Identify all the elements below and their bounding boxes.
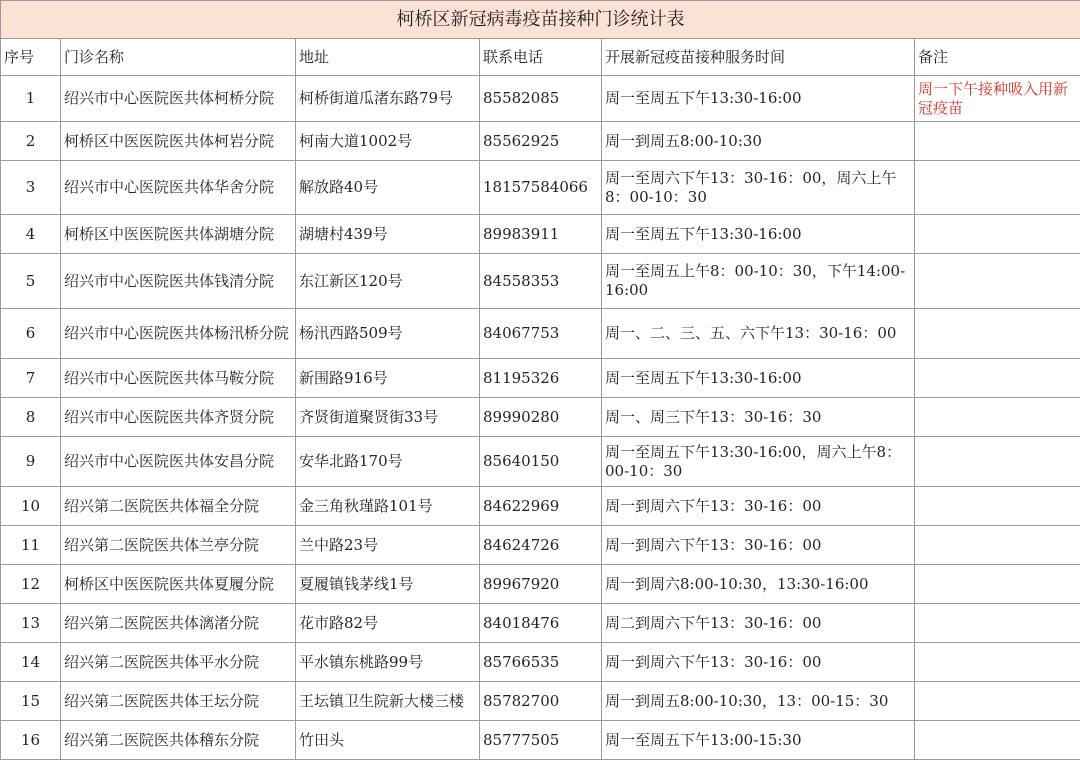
- note-cell: [915, 682, 1080, 721]
- note-cell: [915, 254, 1080, 309]
- table-row: [1, 682, 1080, 721]
- service-hours-cell: 周一至周五下午13:30-16:00: [602, 359, 915, 398]
- note-cell: [915, 526, 1080, 565]
- service-hours-cell: 周一、周三下午13：30-16：30: [602, 398, 915, 437]
- note-cell: [915, 122, 1080, 161]
- service-hours-cell: 周一至周五上午8：00-10：30，下午14:00-16:00: [602, 254, 915, 309]
- address-cell: 东江新区120号: [296, 254, 480, 309]
- table-row: [1, 359, 1080, 398]
- clinic-name-cell: 绍兴市中心医院医共体马鞍分院: [61, 359, 296, 398]
- clinic-name-cell: 绍兴第二医院医共体平水分院: [61, 643, 296, 682]
- phone-cell: 18157584066: [480, 161, 602, 215]
- address-cell: 安华北路170号: [296, 437, 480, 487]
- row-number: 16: [1, 721, 61, 760]
- row-number: 14: [1, 643, 61, 682]
- clinic-name-cell: 柯桥区中医医院医共体柯岩分院: [61, 122, 296, 161]
- table-row: [1, 76, 1080, 122]
- clinic-name-cell: 绍兴第二医院医共体兰亭分院: [61, 526, 296, 565]
- table-row: [1, 309, 1080, 359]
- service-hours-cell: 周一到周六下午13：30-16：00: [602, 643, 915, 682]
- table-row: [1, 565, 1080, 604]
- clinic-name-cell: 绍兴市中心医院医共体华舍分院: [61, 161, 296, 215]
- table-row: [1, 215, 1080, 254]
- clinic-name-cell: 绍兴市中心医院医共体杨汛桥分院: [61, 309, 296, 359]
- clinic-name-cell: 绍兴市中心医院医共体钱清分院: [61, 254, 296, 309]
- table-row: [1, 398, 1080, 437]
- address-cell: 齐贤街道聚贤街33号: [296, 398, 480, 437]
- clinic-name-cell: 绍兴市中心医院医共体安昌分院: [61, 437, 296, 487]
- service-hours-cell: 周一到周六8:00-10:30，13:30-16:00: [602, 565, 915, 604]
- note-cell: 周一下午接种吸入用新冠疫苗: [915, 76, 1080, 122]
- table-row: [1, 161, 1080, 215]
- note-cell: [915, 604, 1080, 643]
- note-cell: [915, 309, 1080, 359]
- row-number: 4: [1, 215, 61, 254]
- table-row: [1, 254, 1080, 309]
- address-cell: 柯桥街道瓜渚东路79号: [296, 76, 480, 122]
- row-number: 1: [1, 76, 61, 122]
- address-cell: 金三角秋瑾路101号: [296, 487, 480, 526]
- table-row: [1, 604, 1080, 643]
- service-hours-cell: 周一、二、三、五、六下午13：30-16：00: [602, 309, 915, 359]
- col-header-service-hours: 开展新冠疫苗接种服务时间: [602, 39, 915, 76]
- phone-cell: 85782700: [480, 682, 602, 721]
- phone-cell: 84558353: [480, 254, 602, 309]
- row-number: 2: [1, 122, 61, 161]
- row-number: 15: [1, 682, 61, 721]
- row-number: 5: [1, 254, 61, 309]
- note-cell: [915, 643, 1080, 682]
- service-hours-cell: 周二到周六下午13：30-16：00: [602, 604, 915, 643]
- phone-cell: 85777505: [480, 721, 602, 760]
- phone-cell: 89983911: [480, 215, 602, 254]
- col-header-address: 地址: [296, 39, 480, 76]
- service-hours-cell: 周一至周五下午13:00-15:30: [602, 721, 915, 760]
- clinic-name-cell: 绍兴第二医院医共体漓渚分院: [61, 604, 296, 643]
- note-cell: [915, 565, 1080, 604]
- service-hours-cell: 周一到周五8:00-10:30: [602, 122, 915, 161]
- clinic-name-cell: 绍兴市中心医院医共体齐贤分院: [61, 398, 296, 437]
- service-hours-cell: 周一至周五下午13:30-16:00: [602, 215, 915, 254]
- row-number: 11: [1, 526, 61, 565]
- service-hours-cell: 周一到周六下午13：30-16：00: [602, 487, 915, 526]
- clinic-name-cell: 绍兴市中心医院医共体柯桥分院: [61, 76, 296, 122]
- header-row: [1, 39, 1080, 76]
- row-number: 12: [1, 565, 61, 604]
- phone-cell: 81195326: [480, 359, 602, 398]
- table-row: [1, 437, 1080, 487]
- phone-cell: 85640150: [480, 437, 602, 487]
- phone-cell: 85766535: [480, 643, 602, 682]
- clinic-name-cell: 绍兴第二医院医共体王坛分院: [61, 682, 296, 721]
- service-hours-cell: 周一到周六下午13：30-16：00: [602, 526, 915, 565]
- row-number: 3: [1, 161, 61, 215]
- phone-cell: 89967920: [480, 565, 602, 604]
- row-number: 9: [1, 437, 61, 487]
- table-row: [1, 122, 1080, 161]
- address-cell: 杨汛西路509号: [296, 309, 480, 359]
- table-title: 柯桥区新冠病毒疫苗接种门诊统计表: [1, 1, 1080, 39]
- address-cell: 湖塘村439号: [296, 215, 480, 254]
- address-cell: 夏履镇钱茅线1号: [296, 565, 480, 604]
- row-number: 7: [1, 359, 61, 398]
- address-cell: 竹田头: [296, 721, 480, 760]
- service-hours-cell: 周一到周五8:00-10:30，13：00-15：30: [602, 682, 915, 721]
- table-row: [1, 487, 1080, 526]
- phone-cell: 89990280: [480, 398, 602, 437]
- phone-cell: 84018476: [480, 604, 602, 643]
- note-cell: [915, 487, 1080, 526]
- row-number: 6: [1, 309, 61, 359]
- clinic-name-cell: 柯桥区中医医院医共体夏履分院: [61, 565, 296, 604]
- address-cell: 新围路916号: [296, 359, 480, 398]
- table-row: [1, 643, 1080, 682]
- address-cell: 王坛镇卫生院新大楼三楼: [296, 682, 480, 721]
- col-header-clinic-name: 门诊名称: [61, 39, 296, 76]
- col-header-notes: 备注: [915, 39, 1080, 76]
- service-hours-cell: 周一至周六下午13：30-16：00，周六上午8：00-10：30: [602, 161, 915, 215]
- address-cell: 花市路82号: [296, 604, 480, 643]
- note-cell: [915, 161, 1080, 215]
- row-number: 8: [1, 398, 61, 437]
- phone-cell: 85582085: [480, 76, 602, 122]
- note-cell: [915, 398, 1080, 437]
- phone-cell: 84622969: [480, 487, 602, 526]
- clinic-name-cell: 柯桥区中医医院医共体湖塘分院: [61, 215, 296, 254]
- address-cell: 兰中路23号: [296, 526, 480, 565]
- row-number: 13: [1, 604, 61, 643]
- service-hours-cell: 周一至周五下午13:30-16:00，周六上午8：00-10：30: [602, 437, 915, 487]
- address-cell: 平水镇东桃路99号: [296, 643, 480, 682]
- phone-cell: 85562925: [480, 122, 602, 161]
- note-cell: [915, 359, 1080, 398]
- col-header-no: 序号: [1, 39, 61, 76]
- table-row: [1, 526, 1080, 565]
- address-cell: 柯南大道1002号: [296, 122, 480, 161]
- phone-cell: 84067753: [480, 309, 602, 359]
- row-number: 10: [1, 487, 61, 526]
- phone-cell: 84624726: [480, 526, 602, 565]
- clinic-name-cell: 绍兴第二医院医共体福全分院: [61, 487, 296, 526]
- note-cell: [915, 215, 1080, 254]
- service-hours-cell: 周一至周五下午13:30-16:00: [602, 76, 915, 122]
- col-header-phone: 联系电话: [480, 39, 602, 76]
- note-cell: [915, 437, 1080, 487]
- clinic-name-cell: 绍兴第二医院医共体稽东分院: [61, 721, 296, 760]
- address-cell: 解放路40号: [296, 161, 480, 215]
